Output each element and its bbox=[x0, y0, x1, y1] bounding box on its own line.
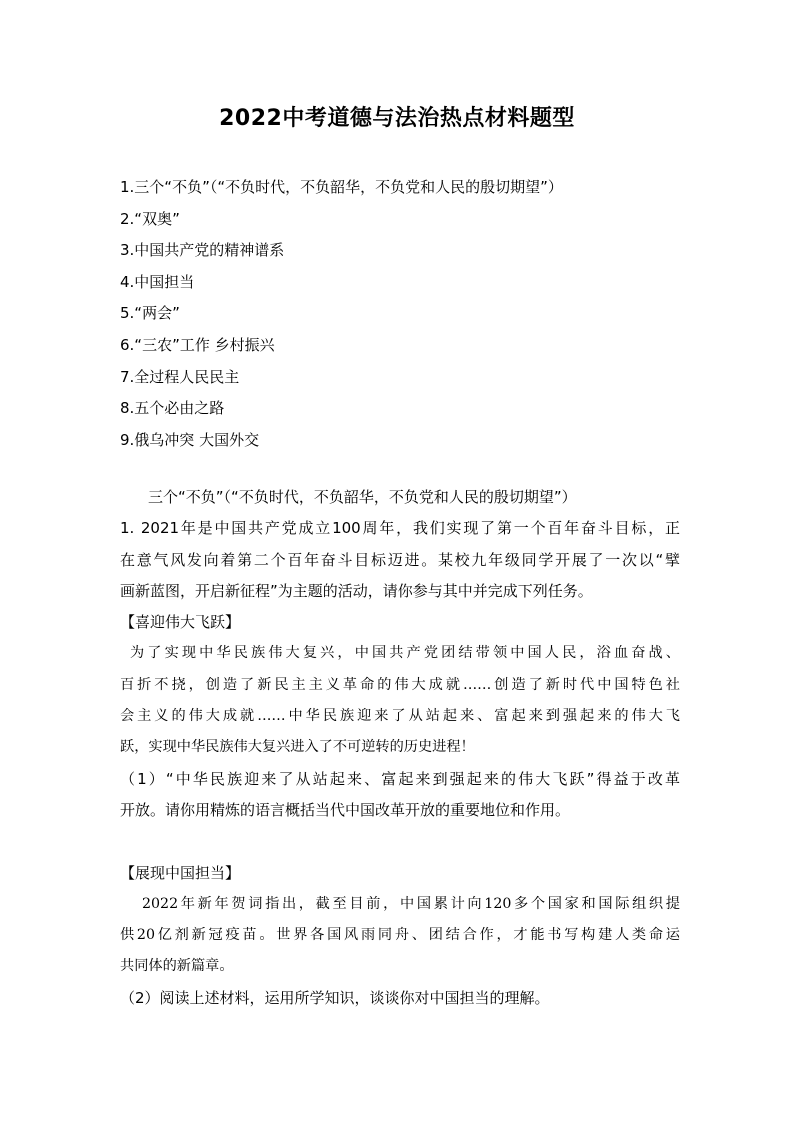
part1-material-line: 为了实现中华民族伟大复兴，中国共产党团结带领中国人民，浴血奋战、 bbox=[130, 645, 680, 662]
topic-item: 1.三个“不负”（“不负时代，不负韶华，不负党和人民的殷切期望”） bbox=[120, 178, 563, 196]
part1-question-line: （1）“中华民族迎来了从站起来、富起来到强起来的伟大飞跃”得益于改革 bbox=[120, 769, 680, 788]
page-title: 2022中考道德与法治热点材料题型 bbox=[219, 106, 575, 131]
topic-list bbox=[120, 172, 680, 456]
part2-material-line: 供20亿剂新冠疫苗。世界各国风雨同舟、团结合作，才能书写构建人类命运 bbox=[120, 927, 680, 944]
section-heading: 三个“不负”（“不负时代，不负韶华，不负党和人民的殷切期望”） bbox=[148, 488, 577, 506]
question-intro-line: 1. 2021年是中国共产党成立100周年，我们实现了第一个百年奋斗目标，正 bbox=[120, 519, 680, 538]
topic-item: 2.“双奥” bbox=[120, 209, 180, 228]
topic-item: 7.全过程人民民主 bbox=[120, 367, 240, 386]
part2-material-line: 共同体的新篇章。 bbox=[120, 958, 234, 975]
topic-item: 6.“三农”工作 乡村振兴 bbox=[120, 335, 275, 354]
topic-item: 5.“两会” bbox=[120, 304, 180, 323]
part1-heading: 【喜迎伟大飞跃】 bbox=[120, 613, 241, 632]
question-intro-line: 在意气风发向着第二个百年奋斗目标迈进。某校九年级同学开展了一次以“擘 bbox=[120, 550, 680, 569]
question-intro-line: 画新蓝图，开启新征程”为主题的活动，请你参与其中并完成下列任务。 bbox=[120, 581, 593, 600]
topic-item: 3.中国共产党的精神谱系 bbox=[120, 241, 285, 260]
topic-item: 9.俄乌冲突 大国外交 bbox=[120, 430, 260, 449]
part2-material-line: 2022年新年贺词指出，截至目前，中国累计向120多个国家和国际组织提 bbox=[142, 895, 680, 912]
part2-heading: 【展现中国担当】 bbox=[120, 863, 241, 882]
topic-item: 8.五个必由之路 bbox=[120, 399, 225, 418]
part1-material-line: 会主义的伟大成就……中华民族迎来了从站起来、富起来到强起来的伟大飞 bbox=[120, 708, 680, 725]
question-section bbox=[120, 482, 680, 1014]
topic-item: 4.中国担当 bbox=[120, 272, 195, 291]
part2-question-line: （2）阅读上述材料，运用所学知识，谈谈你对中国担当的理解。 bbox=[120, 988, 550, 1007]
spacer bbox=[120, 826, 680, 857]
part1-question-line: 开放。请你用精炼的语言概括当代中国改革开放的重要地位和作用。 bbox=[120, 800, 571, 819]
part1-material-line: 跃，实现中华民族伟大复兴进入了不可逆转的历史进程！ bbox=[120, 739, 475, 756]
part1-material-line: 百折不挠，创造了新民主主义革命的伟大成就……创造了新时代中国特色社 bbox=[120, 676, 680, 693]
